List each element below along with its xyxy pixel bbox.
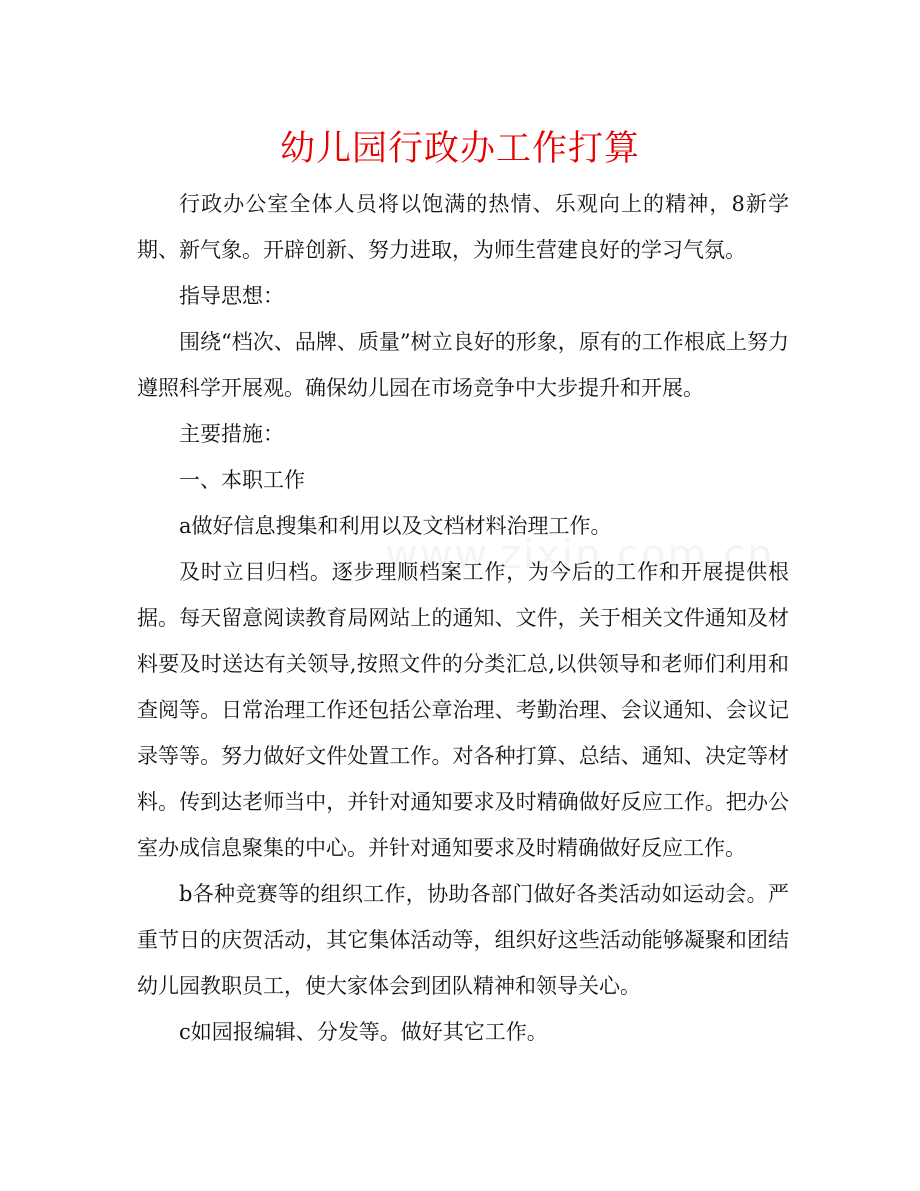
paragraph-item-a: a做好信息搜集和利用以及文档材料治理工作。 — [179, 514, 612, 538]
paragraph-archiving: 及时立目归档。逐步理顺档案工作，为今后的工作和开展提供根据。每天留意阅读教育局网站上的通知、文件，关于相关文件通知及材料要及时送达有关领导,按照文件的分类汇总,以供领导和老师们利用和查阅等。日常治理工作还包括公章治理、考勤治理、会议通知、会议记录等等。努力做好文件处置工作。对各种打算、总结、通知、决定等材料。传到达老师当中，并针对通知要求及时精确做好反应工作。把办公室办成信息聚集的中心。并针对通知要求及时精确做好反应工作。 — [137, 560, 789, 860]
document-title: 幼儿园行政办工作打算 — [279, 129, 640, 169]
paragraph-measures-heading: 主要措施： — [179, 422, 284, 446]
paragraph-section-one: 一、本职工作 — [179, 468, 305, 492]
paragraph-item-c: c如园报编辑、分发等。做好其它工作。 — [179, 1020, 548, 1044]
document-body — [137, 181, 789, 1055]
paragraph-intro: 行政办公室全体人员将以饱满的热情、乐观向上的精神，8新学期、新气象。开辟创新、努力进取，为师生营建良好的学习气氛。 — [137, 192, 789, 262]
paragraph-guiding-heading: 指导思想： — [179, 284, 284, 308]
paragraph-item-b: b各种竞赛等的组织工作，协助各部门做好各类活动如运动会。严重节日的庆贺活动，其它集体活动等，组织好这些活动能够凝聚和团结幼儿园教职员工，使大家体会到团队精神和领导关心。 — [137, 882, 789, 998]
paragraph-guiding-thought: 围绕“档次、品牌、质量”树立良好的形象，原有的工作根底上努力遵照科学开展观。确保幼儿园在市场竞争中大步提升和开展。 — [137, 330, 789, 400]
